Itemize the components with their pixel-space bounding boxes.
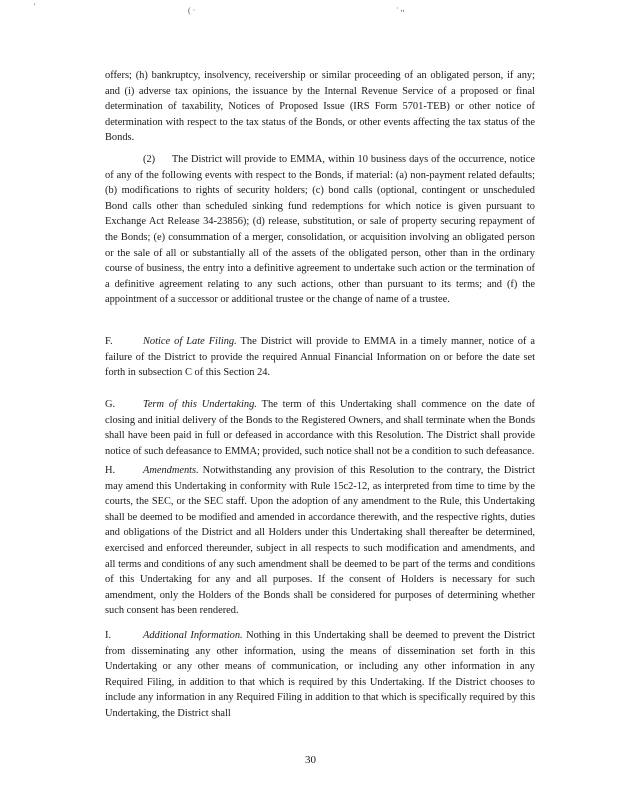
section-f-notice-of-late-filing — [105, 334, 535, 381]
section-text: The term of this Undertaking shall commence on the date of closing and initial delivery of the Bonds to the Registered Owners, and shall terminate when the Bonds shall have been paid in full or defeased in accordance with this Resolution. The District shall provide notice of such defeasance to EMMA; provided, such notice shall not be a condition to such defeasance. — [105, 399, 535, 457]
section-text: Nothing in this Undertaking shall be deemed to prevent the District from disseminating any other information, using the means of dissemination set forth in this Undertaking or any other means of communication, or including any other information in any Required Filing, in addition to that which is required by this Undertaking. If the District chooses to include any information in any Required Filing in addition to that which is specifically required by this Undertaking, the District shall — [105, 630, 535, 719]
section-heading: Term of this Undertaking. — [143, 399, 257, 410]
section-letter: H. — [105, 465, 116, 476]
section-heading: Additional Information. — [143, 630, 243, 641]
scan-mark-right: · ,, — [396, 4, 405, 13]
section-text: Notwithstanding any provision of this Resolution to the contrary, the District may amend this Undertaking in conformity with Rule 15c2-12, as interpreted from time to time by the courts, the SEC, or the SEC staff. Upon the adoption of any amendment to the Rule, this Undertaking shall be deemed to be modified and amended in accordance therewith, and the respective rights, duties and obligations of the District and all Holders under this Undertaking shall thereafter be determined, exercised and enforced thereunder, subject in all respects to such modification and amendments, and all terms and conditions of any such amendment shall be deemed to be part of the terms and conditions of this Undertaking for any and all purposes. If the consent of Holders is necessary for such amendment, only the Holders of the Bonds shall be considered for purposes of determining whether such consent has been rendered. — [105, 465, 535, 617]
section-letter: G. — [105, 399, 116, 410]
section-i-additional-information — [105, 628, 535, 722]
scan-mark-mid: ( · — [188, 6, 196, 15]
section-letter: F. — [105, 336, 113, 347]
section-heading: Notice of Late Filing. — [143, 336, 237, 347]
paragraph-text: offers; (h) bankruptcy, insolvency, receivership or similar proceeding of an obligated person, if any; and (i) adverse tax opinions, the issuance by the Internal Revenue Service of a proposed or final determination of taxability, Notices of Proposed Issue (IRS Form 5701-TEB) or other notice of determination with respect to the tax status of the Bonds, or other events affecting the tax status of the Bonds. — [105, 70, 535, 144]
paragraph-item-2 — [105, 152, 535, 308]
section-letter: I. — [105, 630, 112, 641]
paragraph-number: (2) — [143, 154, 156, 165]
paragraph-text: The District will provide to EMMA, within 10 business days of the occurrence, notice of any of the following events with respect to the Bonds, if material: (a) non-payment related defaults; (b) modifications to rights of security holders; (c) bond calls (optional, contingent or unscheduled Bond calls other than scheduled sinking fund redemptions for which notice is given pursuant to Exchange Act Release 34-23856); (d) release, substitution, or sale of property securing repayment of the Bonds; (e) consummation of a merger, consolidation, or acquisition involving an obligated person or the sale of all or substantially all of the assets of the obligated person, other than in the ordinary course of business, the entry into a definitive agreement to undertake such action or the termination of a definitive agreement relating to any such actions, other than pursuant to its terms; and (f) the appointment of a successor or additional trustee or the change of name of a trustee. — [105, 154, 535, 306]
section-h-amendments — [105, 463, 535, 619]
paragraph-continuation — [105, 68, 535, 146]
page-number: 30 — [305, 754, 316, 766]
section-g-term-of-undertaking — [105, 397, 535, 459]
section-heading: Amendments. — [143, 465, 199, 476]
section-text: The District will provide to EMMA in a timely manner, notice of a failure of the District to provide the required Annual Financial Information on or before the date set forth in subsection C of this Section 24. — [105, 336, 535, 379]
scan-mark-left: ' — [34, 2, 36, 11]
